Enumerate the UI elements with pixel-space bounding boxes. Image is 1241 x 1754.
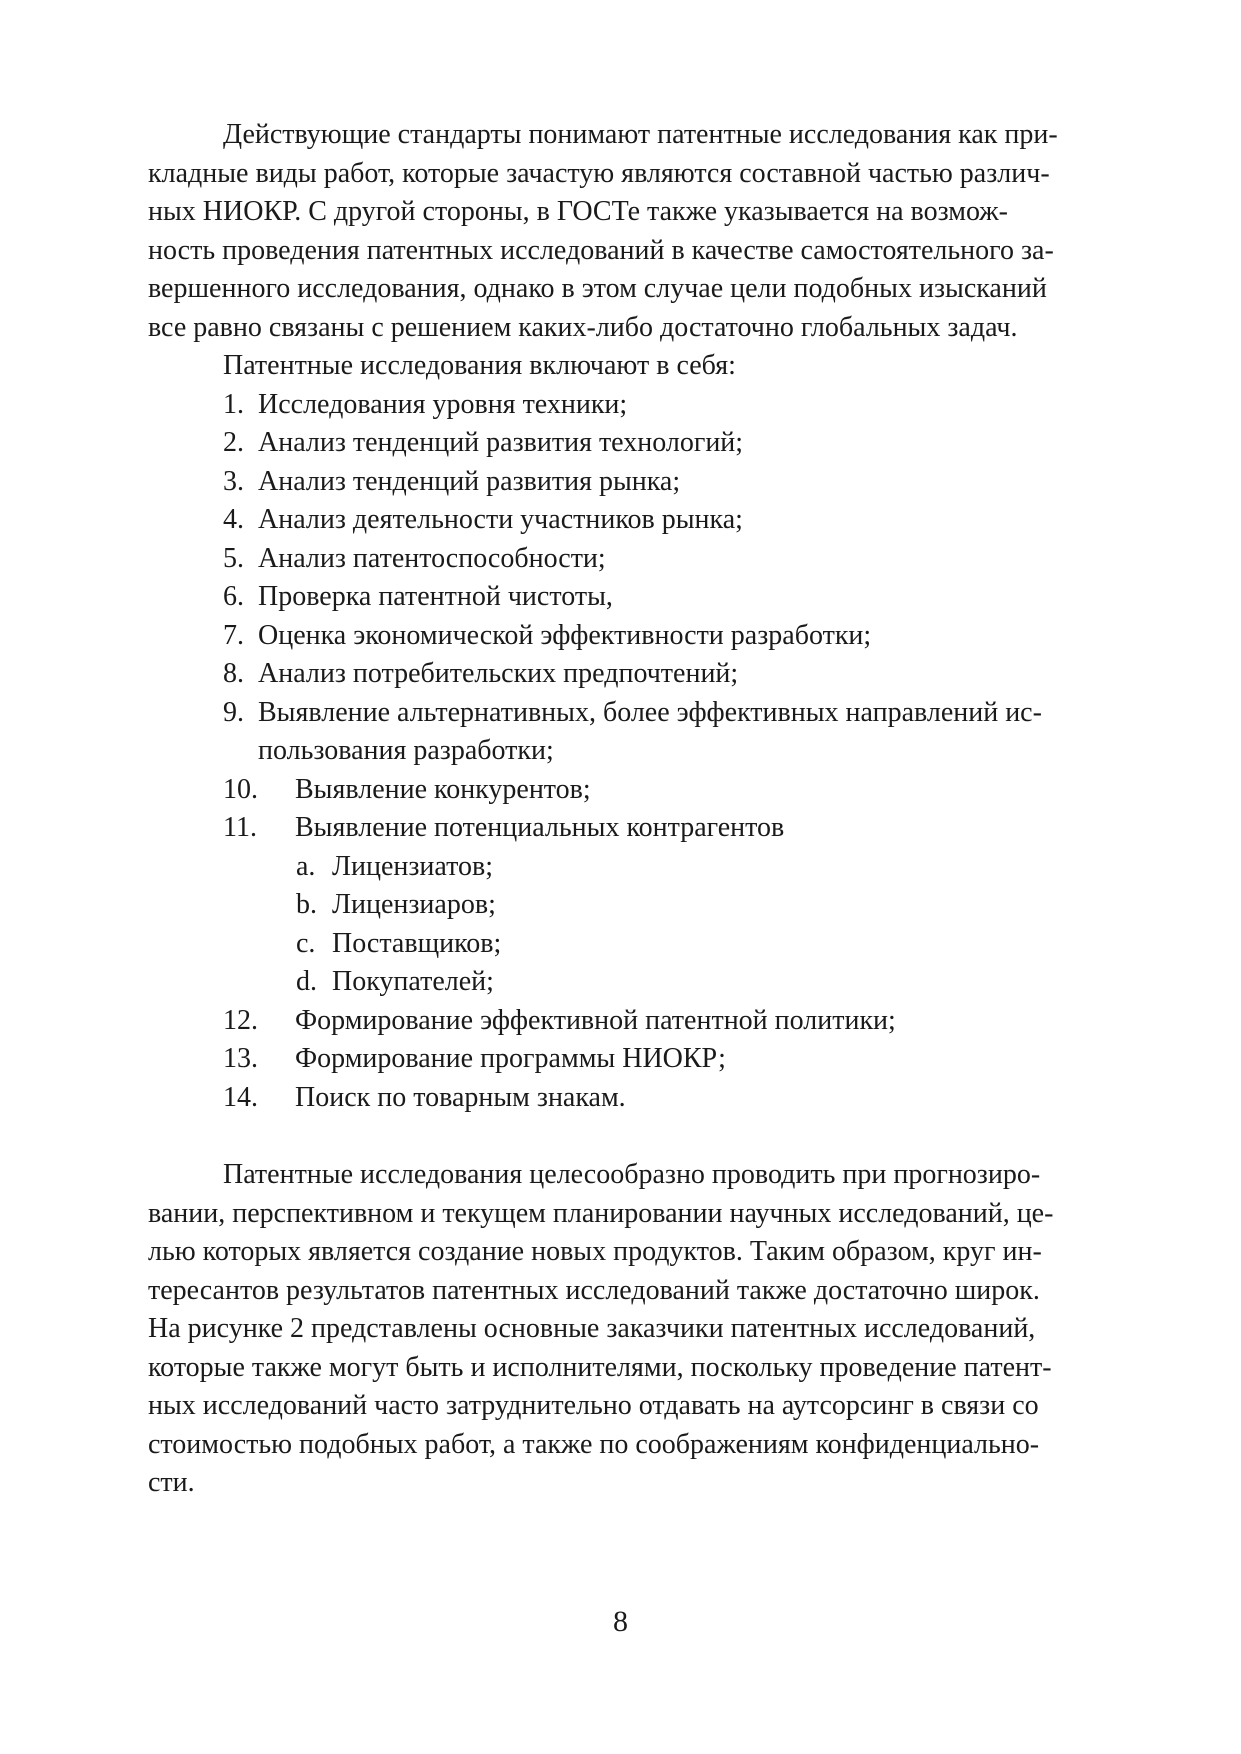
list-number: 5. [223, 542, 244, 574]
list-text: Поиск по товарным знакам. [295, 1081, 626, 1113]
list-text: Анализ тенденций развития рынка; [258, 465, 681, 497]
list-number: 10. [223, 773, 258, 805]
list-number: 1. [223, 388, 244, 420]
list-number: 6. [223, 581, 244, 612]
list-text: Формирование эффективной патентной политики; [295, 1004, 896, 1036]
text-line: ность проведения патентных исследований в качестве самостоятельного за- [148, 234, 1054, 266]
paragraph-standards [148, 116, 1118, 347]
list-text: Анализ деятельности участников рынка; [258, 504, 743, 535]
text-line: Действующие стандарты понимают патентные исследования как при- [223, 119, 1058, 150]
list-intro: Патентные исследования включают в себя: [223, 350, 736, 381]
text-line: вершенного исследования, однако в этом случае цели подобных изысканий [148, 273, 1047, 304]
list-number: 7. [223, 619, 244, 651]
sublist-letter: a. [296, 850, 316, 882]
text-line: Патентные исследования целесообразно проводить при прогнозиро- [223, 1159, 1041, 1190]
text-line: тересантов результатов патентных исследований также достаточно широк. [148, 1274, 1040, 1306]
list-text: Анализ патентоспособности; [258, 542, 606, 574]
list-text: Выявление потенциальных контрагентов [295, 812, 785, 843]
list-number: 3. [223, 465, 244, 497]
list-number: 14. [223, 1081, 258, 1113]
text-line: ных НИОКР. С другой стороны, в ГОСТе также указывается на возмож- [148, 196, 1008, 227]
list-number: 11. [223, 812, 257, 843]
text-line: кладные виды работ, которые зачастую являются составной частью различ- [148, 157, 1050, 189]
text-line: вании, перспективном и текущем планировании научных исследований, це- [148, 1197, 1054, 1229]
list-text: Исследования уровня техники; [258, 388, 628, 420]
sublist-text: Покупателей; [332, 966, 494, 997]
sublist-text: Лицензиатов; [332, 850, 493, 882]
list-text: Выявление альтернативных, более эффективных направлений ис- [258, 696, 1042, 728]
text-line: которые также могут быть и исполнителями, поскольку проведение патент- [148, 1351, 1052, 1383]
text-line: все равно связаны с решением каких-либо достаточно глобальных задач. [148, 311, 1018, 343]
list-text: Формирование программы НИОКР; [295, 1043, 726, 1074]
text-line: На рисунке 2 представлены основные заказчики патентных исследований, [148, 1313, 1036, 1344]
sublist-letter: b. [296, 889, 317, 920]
sublist-letter: d. [296, 966, 317, 997]
list-text: Анализ тенденций развития технологий; [258, 427, 744, 458]
text-line: ных исследований часто затруднительно отдавать на аутсорсинг в связи со [148, 1390, 1039, 1421]
text-line: стоимостью подобных работ, а также по соображениям конфиденциально- [148, 1428, 1040, 1460]
text-line: лью которых является создание новых продуктов. Таким образом, круг ин- [148, 1236, 1042, 1267]
list-number: 13. [223, 1043, 258, 1074]
list-text: Анализ потребительских предпочтений; [258, 658, 739, 689]
list-number: 2. [223, 427, 244, 458]
list-text: Выявление конкурентов; [295, 773, 591, 805]
paragraph-customers [148, 1156, 1118, 1503]
sublist-letter: c. [296, 927, 316, 959]
list-number: 9. [223, 696, 244, 728]
sublist-text: Поставщиков; [332, 927, 502, 959]
list-text: Оценка экономической эффективности разработки; [258, 619, 872, 651]
text-line: сти. [148, 1467, 195, 1498]
list-number: 8. [223, 658, 244, 689]
list-number: 12. [223, 1004, 258, 1036]
list-text-continuation: пользования разработки; [258, 735, 554, 766]
list-text: Проверка патентной чистоты, [258, 581, 613, 612]
sublist-text: Лицензиаров; [332, 889, 496, 920]
page-number: 8 [613, 1605, 628, 1638]
list-number: 4. [223, 504, 244, 535]
